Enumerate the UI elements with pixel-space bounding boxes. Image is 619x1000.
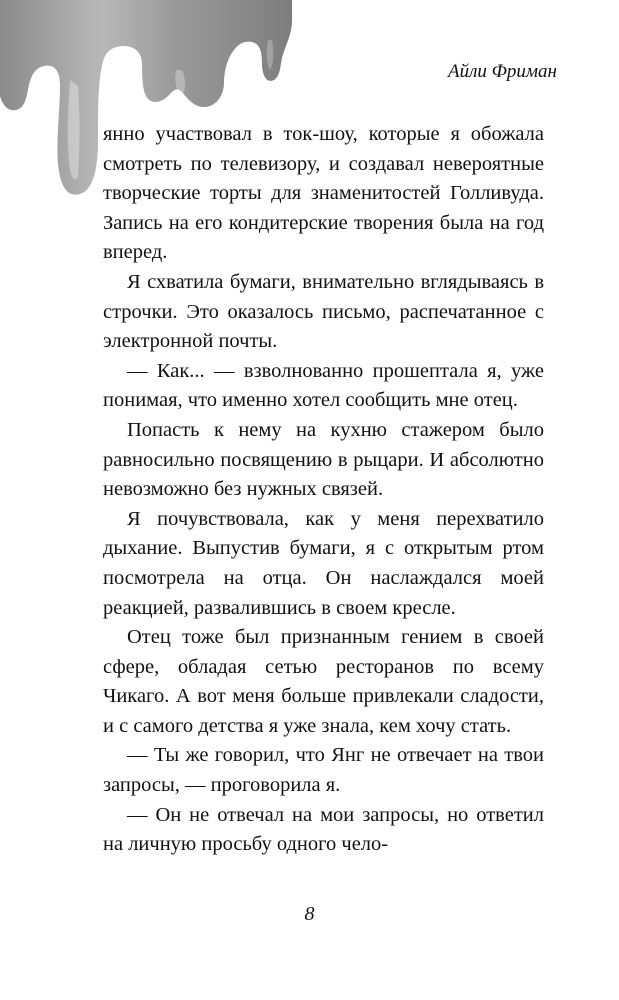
paragraph: янно участвовал в ток-шоу, которые я обожала смотреть по телевизору, и создавал невероятные творческие торты для знаменитостей Голливуда. Запись на его кондитерские творения была на год вперед.	[103, 123, 544, 264]
body-text	[103, 120, 544, 860]
paragraph: Я схватила бумаги, внимательно вглядываясь в строчки. Это оказалось письмо, распечатанное с электронной почты.	[103, 270, 544, 353]
paragraph: Я почувствовала, как у меня перехватило дыхание. Выпустив бумаги, я с открытым ртом посмотрела на отца. Он наслаждался моей реакцией, развалившись в своем кресле.	[103, 507, 544, 619]
page-number: 8	[304, 903, 315, 925]
paragraph: — Он не отвечал на мои запросы, но ответил на личную просьбу одного чело-	[103, 803, 544, 856]
paragraph: — Ты же говорил, что Янг не отвечает на твои запросы, — проговорила я.	[103, 744, 544, 797]
paragraph: Попасть к нему на кухню стажером было равносильно посвящению в рыцари. И абсолютно невозможно без нужных связей.	[103, 418, 544, 501]
paragraph: Отец тоже был признанным гением в своей сфере, обладая сетью ресторанов по всему Чикаго. А вот меня больше привлекали сладости, и с самого детства я уже знала, кем хочу стать.	[103, 626, 544, 737]
paragraph: — Как... — взволнованно прошептала я, уже понимая, что именно хотел сообщить мне отец.	[103, 359, 544, 412]
running-head: Айли Фриман	[448, 61, 557, 82]
